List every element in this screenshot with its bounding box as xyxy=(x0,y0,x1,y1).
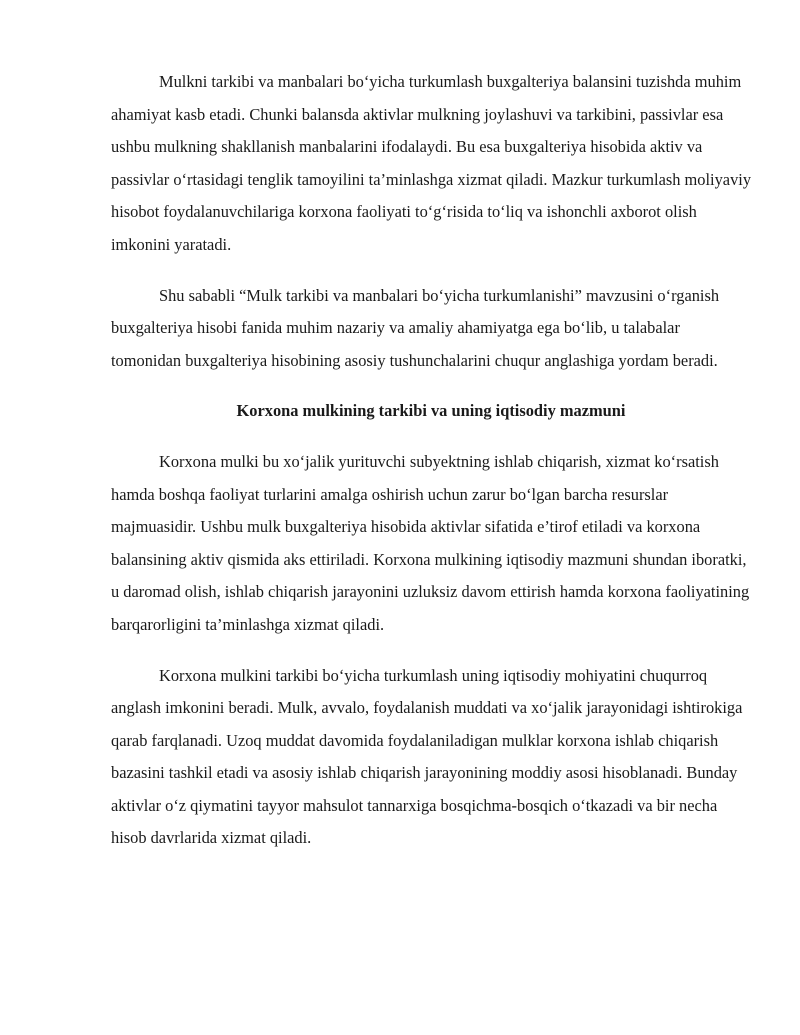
paragraph-gap xyxy=(111,377,751,395)
section-heading: Korxona mulkining tarkibi va uning iqtisodiy mazmuni xyxy=(236,401,626,421)
paragraph-gap xyxy=(111,642,751,660)
paragraph-balance-importance: Mulkni tarkibi va manbalari bo‘yicha turkumlash buxgalteriya balansini tuzishda muhim ahamiyat kasb etadi. Chunki balansda aktivlar mulkning joylashuvi va tarkibini, passivlar esa ushbu mulkning shakllanish manbalarini ifodalaydi. Bu esa buxgalteriya hisobida aktiv va passivlar o‘rtasidagi tenglik tamoyilini ta’minlashga xizmat qiladi. Mazkur turkumlash moliyaviy hisobot foydalanuvchilariga korxona faoliyati to‘g‘risida to‘liq va ishonchli axborot olish imkonini yaratadi. xyxy=(111,72,752,254)
paragraph-property-definition: Korxona mulki bu xo‘jalik yurituvchi subyektning ishlab chiqarish, xizmat ko‘rsatish hamda boshqa faoliyat turlarini amalga oshirish uchun zarur bo‘lgan barcha resurslar majmuasidir. Ushbu mulk buxgalteriya hisobida aktivlar sifatida e’tirof etiladi va korxona balansining aktiv qismida aks ettiriladi. Korxona mulkining iqtisodiy mazmuni shundan iboratki, u daromad olish, ishlab chiqarish jarayonini uzluksiz davom ettirish hamda korxona faoliyatining barqarorligini ta’minlashga xizmat qiladi. xyxy=(111,451,750,634)
paragraph-topic-relevance: Shu sababli “Mulk tarkibi va manbalari bo‘yicha turkumlanishi” mavzusini o‘rganish buxgalteriya hisobi fanida muhim nazariy va amaliy ahamiyatga ega bo‘lib, u talabalar tomonidan buxgalteriya hisobining asosiy tushunchalarini chuqur anglashiga yordam beradi. xyxy=(111,285,720,370)
document-page xyxy=(111,66,751,855)
paragraph-gap xyxy=(111,428,751,446)
paragraph-gap xyxy=(111,262,751,280)
paragraph-property-classification: Korxona mulkini tarkibi bo‘yicha turkumlash uning iqtisodiy mohiyatini chuqurroq anglash imkonini beradi. Mulk, avvalo, foydalanish muddati va xo‘jalik jarayonidagi ishtirokiga qarab farqlanadi. Uzoq muddat davomida foydalaniladigan mulklar korxona ishlab chiqarish bazasini tashkil etadi va asosiy ishlab chiqarish jarayonining moddiy asosi hisoblanadi. Bunday aktivlar o‘z qiymatini tayyor mahsulot tannarxiga bosqichma-bosqich o‘tkazadi va bir necha hisob davrlarida xizmat qiladi. xyxy=(111,665,743,848)
